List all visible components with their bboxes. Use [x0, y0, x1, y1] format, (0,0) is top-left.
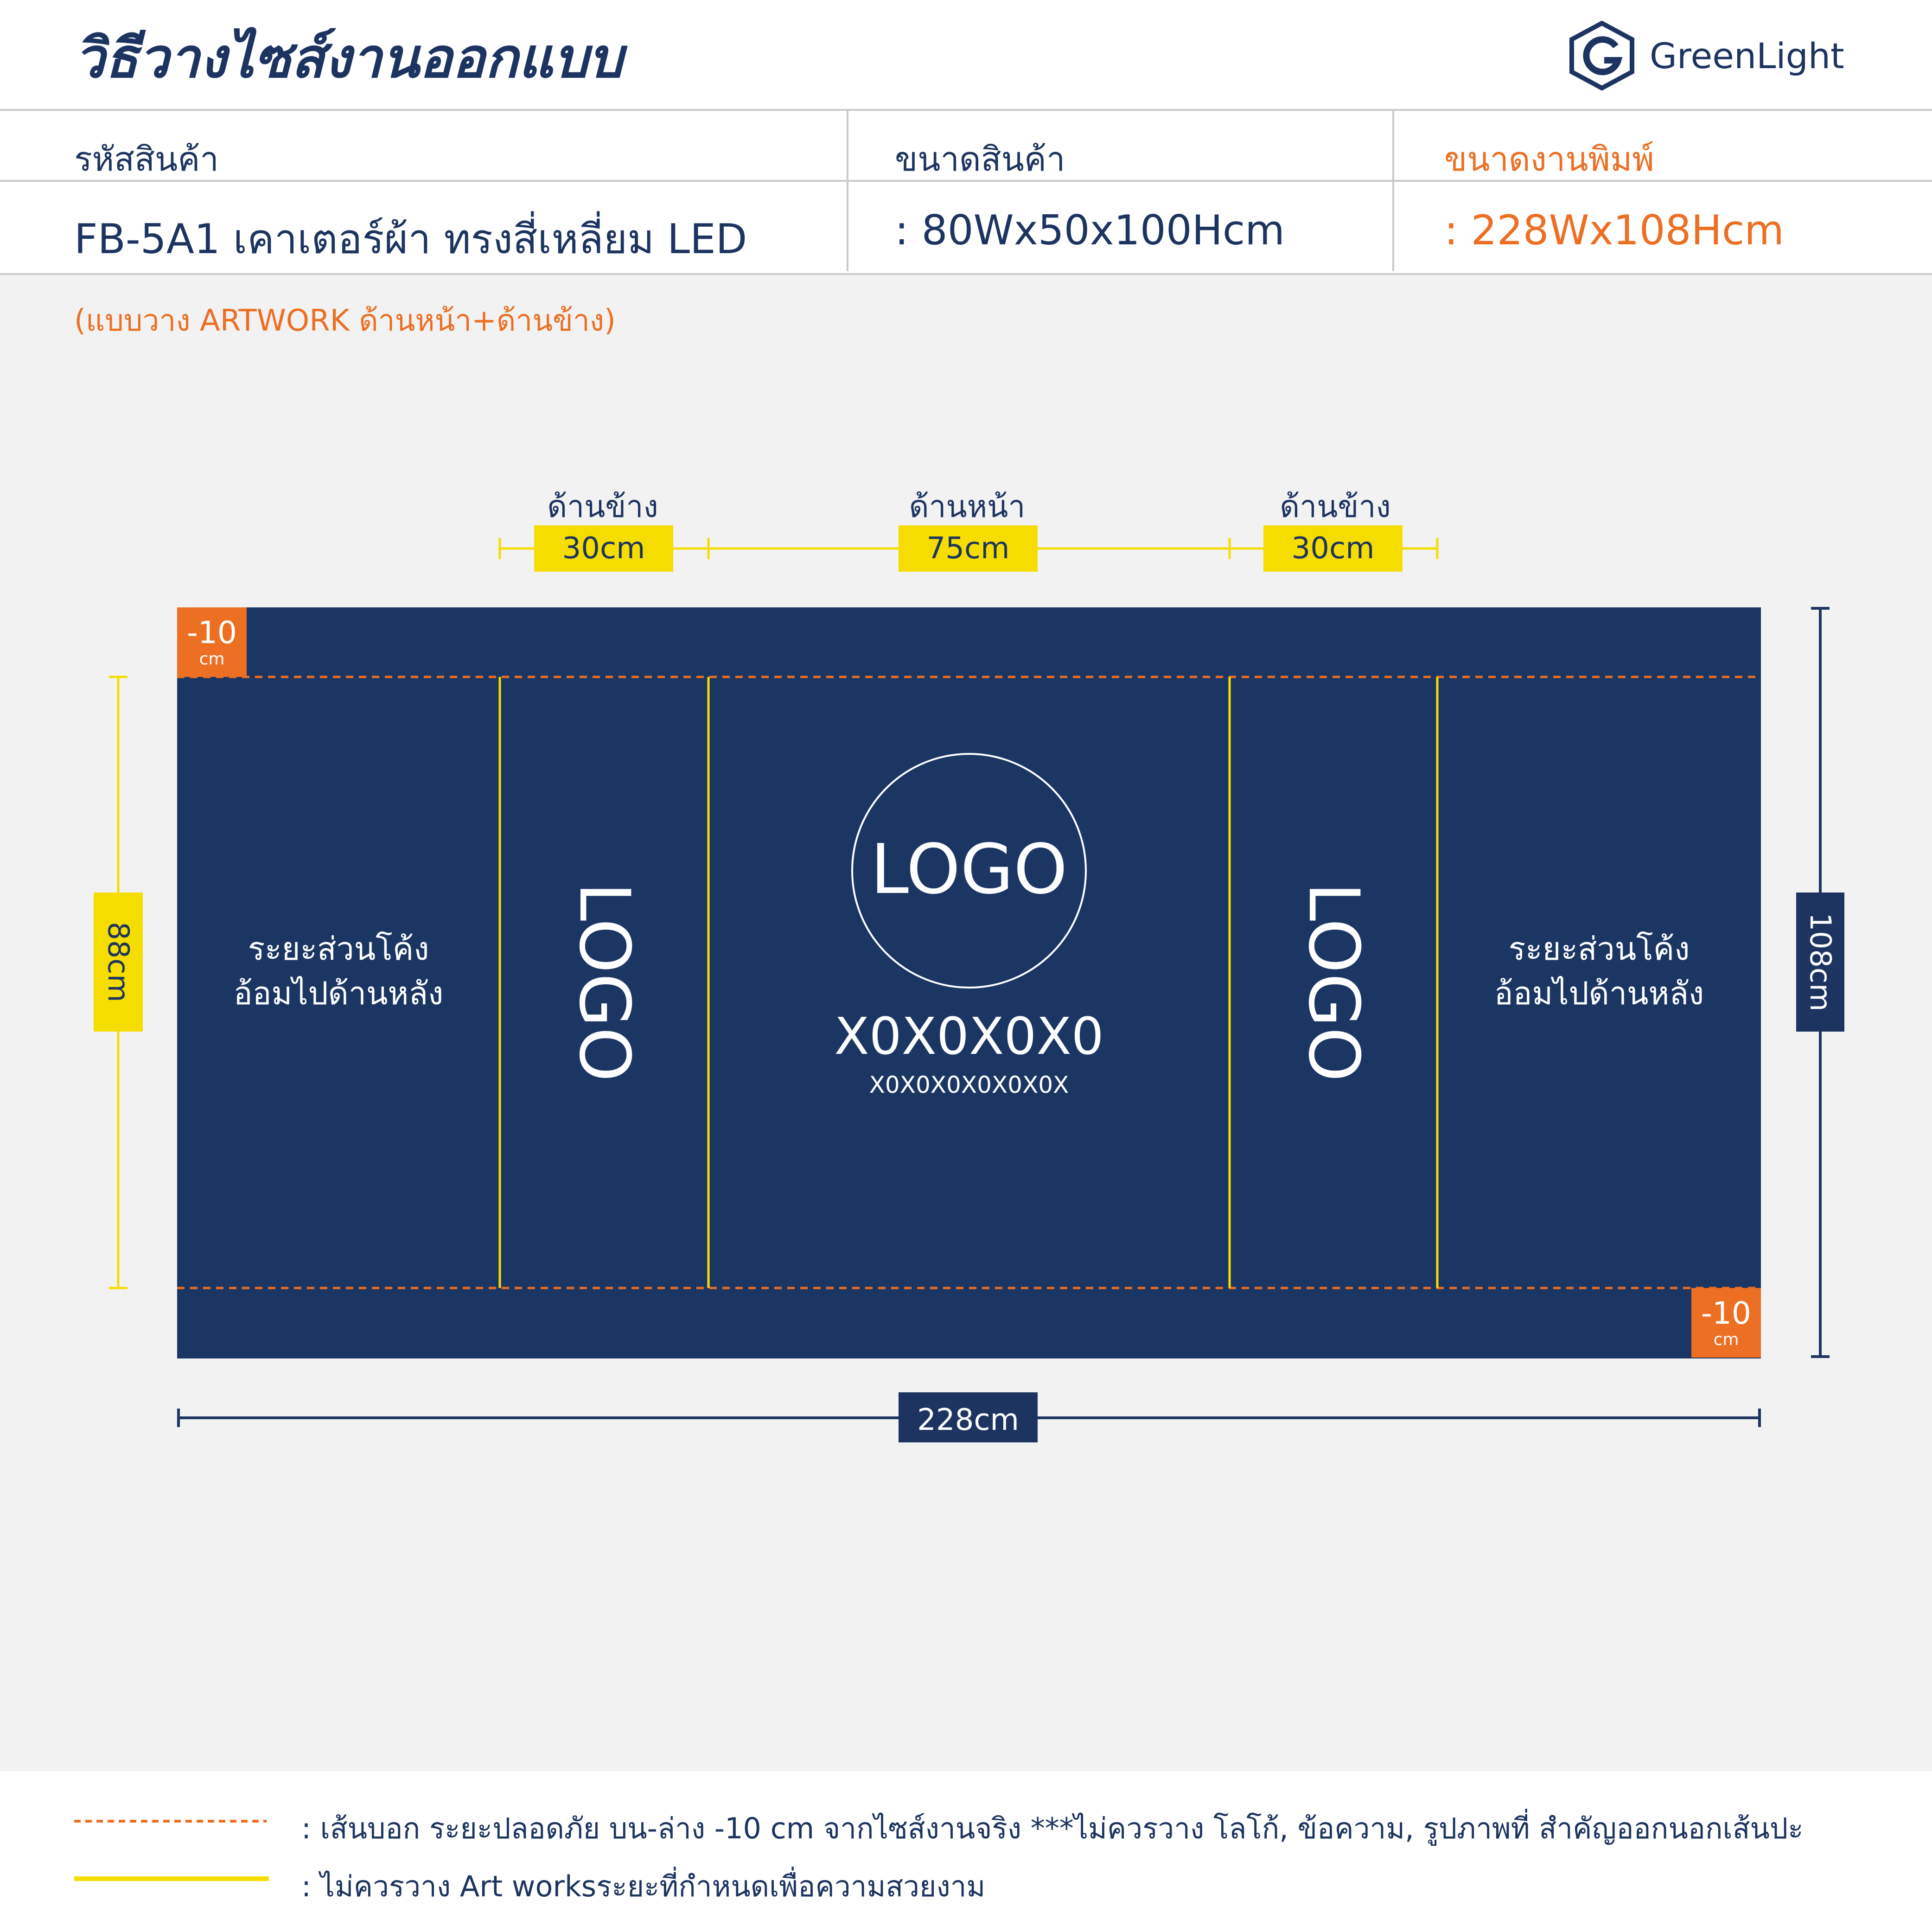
width-total-badge: 228cm	[899, 1392, 1038, 1442]
bottom-margin-badge	[1691, 1288, 1761, 1358]
product-code-value: FB-5A1 เคาเตอร์ผ้า ทรงสี่เหลี่ยม LED	[74, 215, 747, 263]
layout-note: (แบบวาง ARTWORK ด้านหน้า+ด้านข้าง)	[74, 304, 616, 338]
legend-lines	[0, 1771, 325, 1932]
header-product-code: รหัสสินค้า	[74, 140, 219, 179]
height-inner-badge	[94, 893, 143, 1032]
wrap-text-line2: อ้อมไปด้านหลัง	[233, 976, 444, 1012]
header-product-size: ขนาดสินค้า	[895, 140, 1065, 179]
front-text-main: X0X0X0X0	[834, 1007, 1104, 1066]
legend-solid-desc: : ไม่ควรวาง Art worksระยะที่กำหนดเพื่อความสวยงาม	[301, 1869, 986, 1903]
wrap-text-line2: อ้อมไปด้านหลัง	[1494, 976, 1704, 1012]
bottom-margin-value: -10	[1701, 1295, 1751, 1331]
front-text-sub: X0X0X0X0X0X0X	[869, 1071, 1069, 1098]
top-margin-unit: cm	[199, 650, 225, 669]
height-total-badge	[1796, 893, 1844, 1032]
header-print-size: ขนาดงานพิมพ์	[1444, 140, 1654, 179]
side-left-label: ด้านข้าง	[547, 489, 658, 524]
wrap-text-line1: ระยะส่วนโค้ง	[1508, 931, 1690, 968]
wrap-text-line1: ระยะส่วนโค้ง	[248, 931, 429, 968]
legend-dashed-desc: : เส้นบอก ระยะปลอดภัย บน-ล่าง -10 cm จากไซส์งานจริง ***ไม่ควรวาง โลโก้, ข้อความ, รูปภาพที่ สำคัญออกนอกเส้นปะ	[301, 1811, 1804, 1845]
side-logo-left: LOGO	[564, 882, 644, 1082]
brand-name: GreenLight	[1650, 35, 1844, 77]
height-inner-value: 88cm	[102, 922, 135, 1002]
front-width: 75cm	[899, 525, 1038, 572]
wrap-area-left	[177, 927, 500, 1016]
front-logo: LOGO	[870, 829, 1068, 909]
top-margin-badge	[177, 607, 247, 677]
page-title: วิธีวางไซส์งานออกแบบ	[74, 26, 623, 90]
side-right-width: 30cm	[1263, 525, 1403, 572]
top-margin-value: -10	[187, 615, 237, 650]
bottom-margin-unit: cm	[1713, 1330, 1739, 1349]
side-right-label: ด้านข้าง	[1280, 489, 1391, 524]
front-label: ด้านหน้า	[909, 489, 1026, 524]
height-total-value: 108cm	[1804, 912, 1837, 1012]
product-size-value: : 80Wx50x100Hcm	[895, 206, 1285, 254]
wrap-area-right	[1437, 927, 1761, 1016]
print-size-value: : 228Wx108Hcm	[1444, 206, 1784, 254]
side-logo-right: LOGO	[1293, 882, 1374, 1082]
side-left-width: 30cm	[534, 525, 673, 572]
